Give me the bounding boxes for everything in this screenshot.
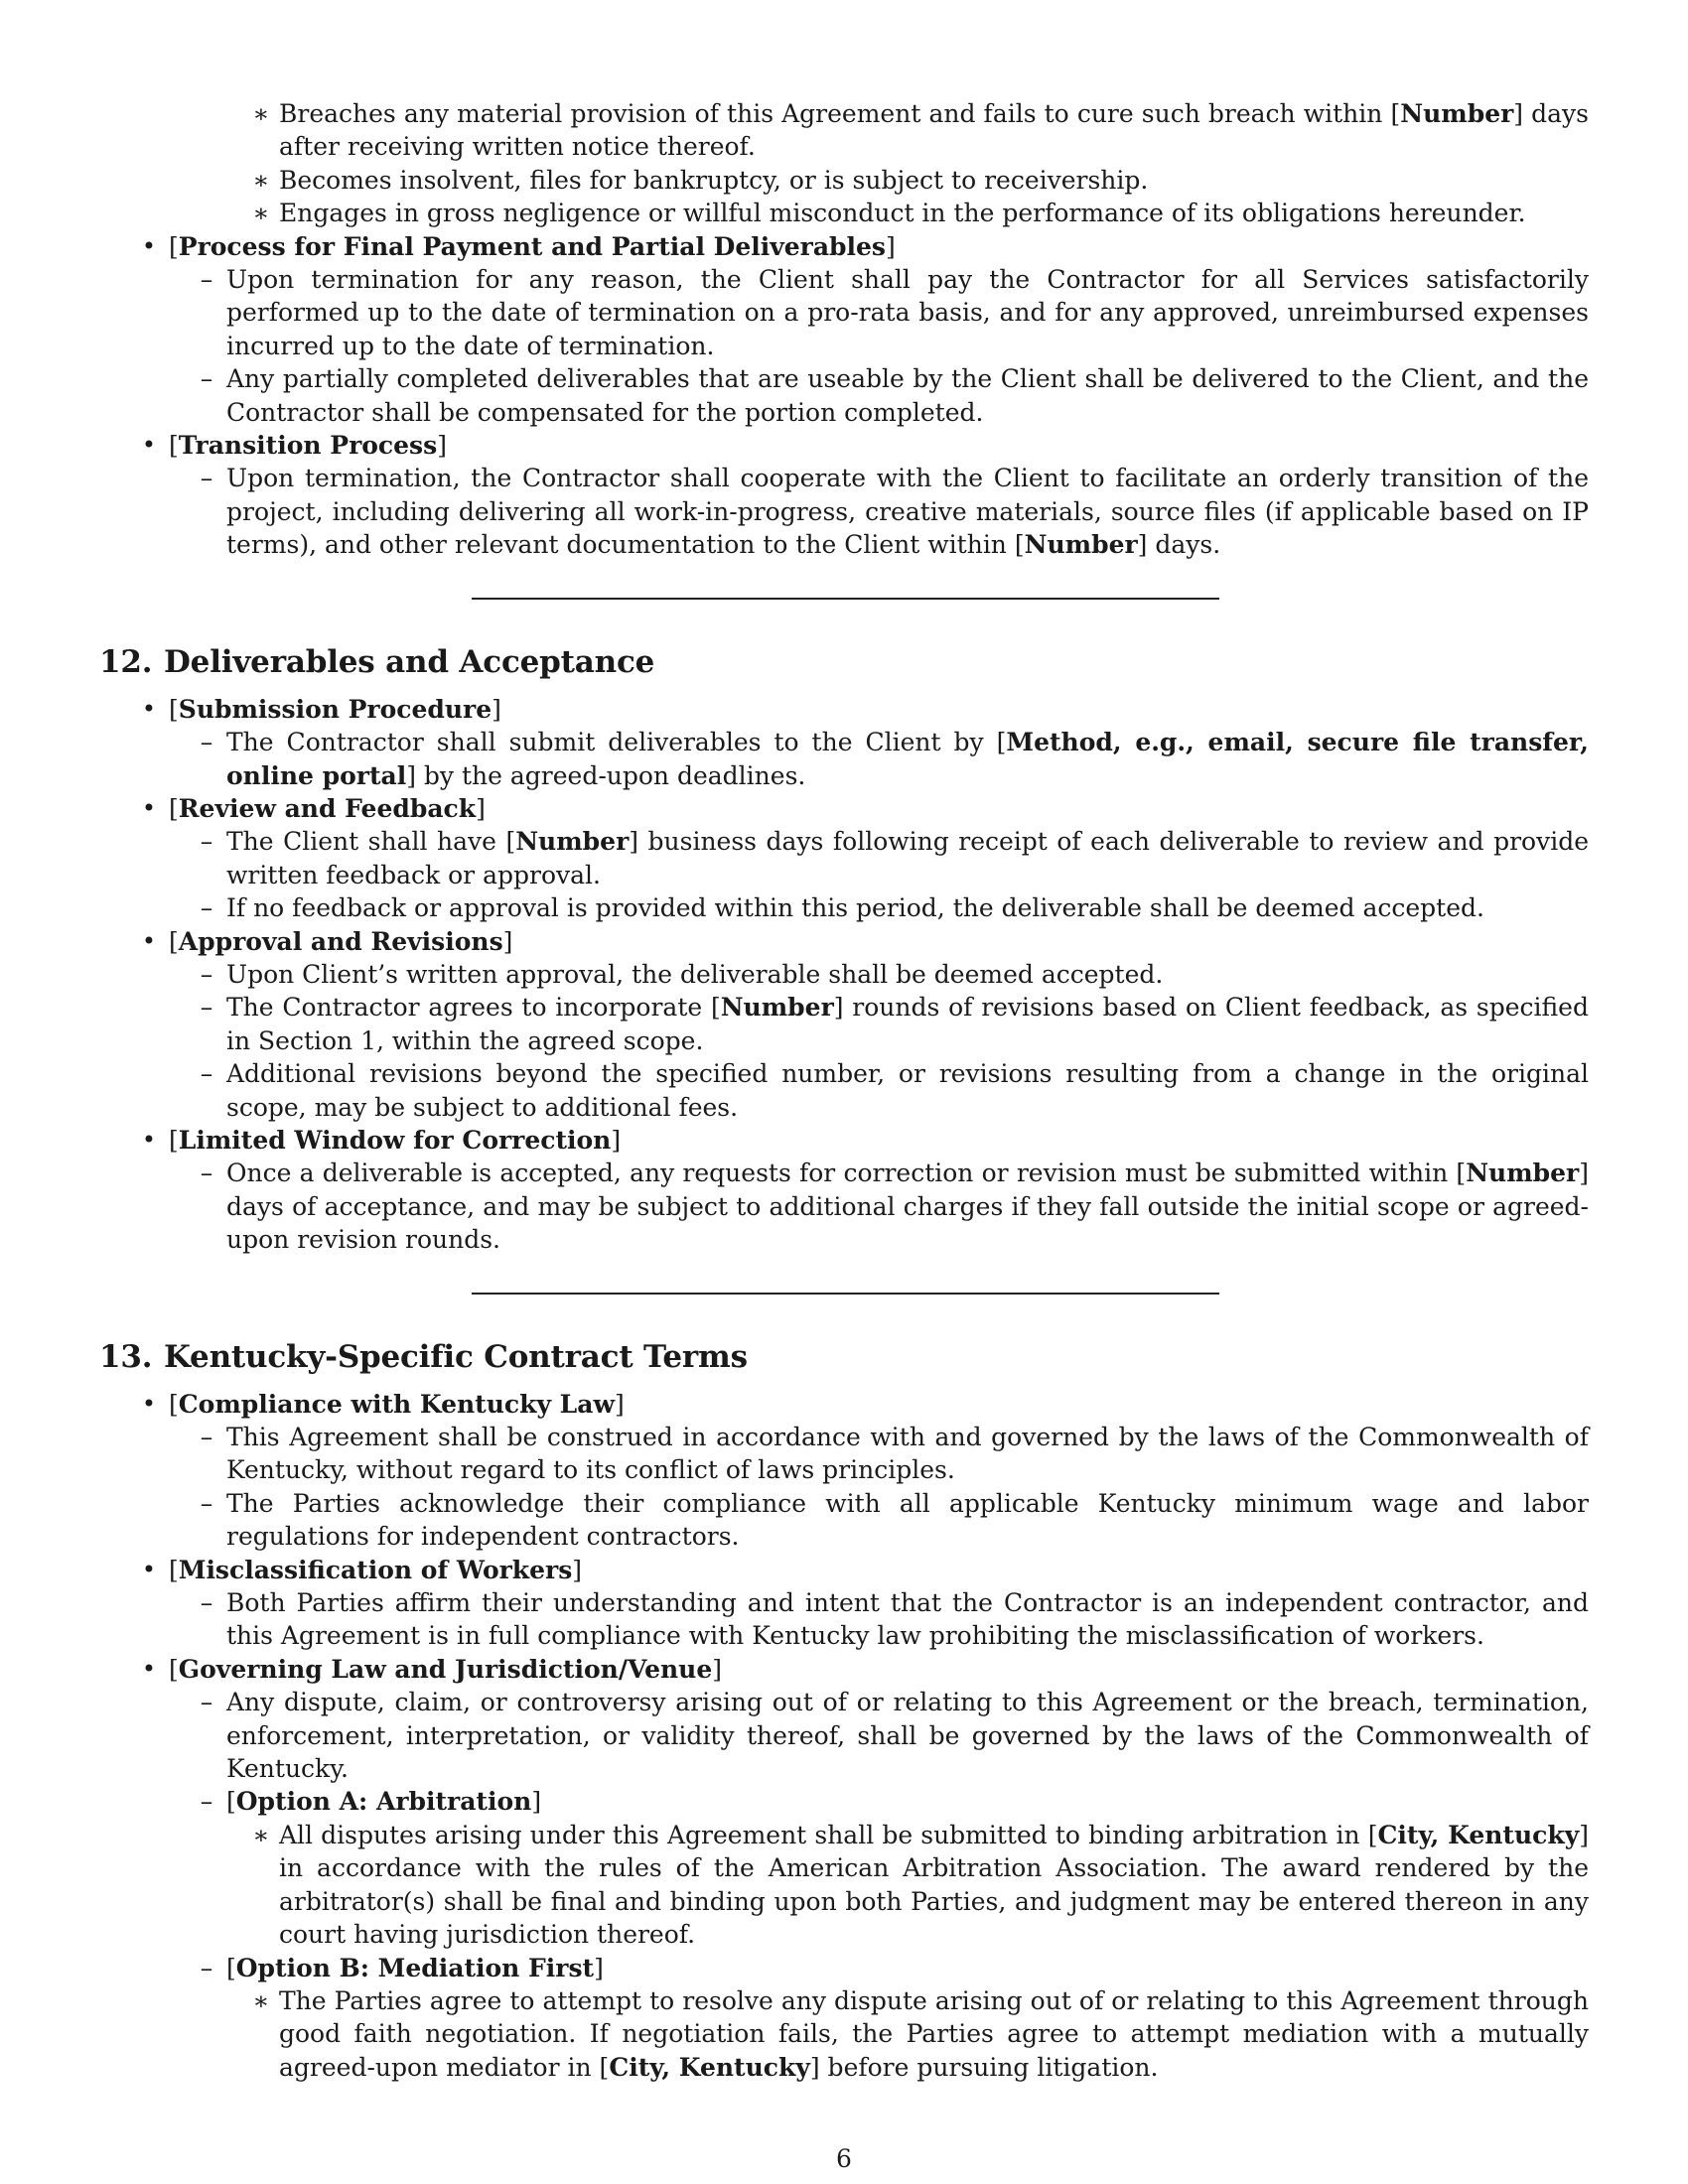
clause-heading-compliance: • [Compliance with Kentucky Law] — [169, 1388, 1589, 1421]
list-item: – The Contractor shall submit deliverables to the Client by [Method, e.g., email, secure file transfer, online portal] by the agreed-upon deadlines. — [226, 726, 1589, 792]
star-bullet-icon: ∗ — [252, 1985, 270, 2015]
clause-heading-governing-law: • [Governing Law and Jurisdiction/Venue] — [169, 1653, 1589, 1686]
dash-icon: – — [200, 893, 213, 923]
star-bullet-icon: ∗ — [252, 199, 270, 228]
dash-icon: – — [200, 1423, 213, 1451]
star-bullet-icon: ∗ — [252, 99, 270, 128]
list-item: – The Parties acknowledge their compliance with all applicable Kentucky minimum wage and labor regulations for independent contractors. — [226, 1487, 1589, 1554]
clause-heading-review: • [Review and Feedback] — [169, 792, 1589, 825]
dash-icon: – — [200, 1953, 213, 1982]
option-b-heading: – [Option B: Mediation First] — [226, 1952, 1589, 1984]
dash-icon: – — [200, 1059, 213, 1089]
clause-heading-misclassification: • [Misclassification of Workers] — [169, 1554, 1589, 1586]
dash-icon: – — [200, 993, 213, 1023]
list-item: – Upon termination, the Contractor shall cooperate with the Client to facilitate an orderly transition of the project, including delivering all work-in-progress, creative materials, source files (if applicable based on IP terms), and other relevant documentation to the Client within [Number] days. — [226, 462, 1589, 561]
bullet-icon: • — [141, 1389, 157, 1418]
bullet-icon: • — [141, 793, 157, 822]
section-divider — [472, 1293, 1219, 1295]
list-item: – Once a deliverable is accepted, any requests for correction or revision must be submitted within [Number] days of acceptance, and may be subject to additional charges if they fall outside the initial scope or agreed-upon revision rounds. — [226, 1157, 1589, 1256]
section-heading-13: 13. Kentucky-Specific Contract Terms — [99, 1338, 748, 1375]
dash-icon: – — [200, 265, 213, 295]
bullet-icon: • — [141, 1555, 157, 1583]
list-item: ∗ All disputes arising under this Agreement shall be submitted to binding arbitration in [City, Kentucky] in accordance with the rules of the American Arbitration Association. The award rendered by the arbitrator(s) shall be final and binding upon both Parties, and judgment may be entered thereon in any court having jurisdiction thereof. — [252, 1820, 1589, 1950]
bullet-icon: • — [141, 694, 157, 723]
page-number: 6 — [836, 2144, 852, 2173]
list-item: ∗ Breaches any material provision of this Agreement and fails to cure such breach within [Number] days after receiving written notice thereof. — [252, 99, 1589, 162]
clause-heading-final-payment: • [Process for Final Payment and Partial Deliverables] — [169, 230, 1589, 263]
clause-heading-transition: • [Transition Process] — [169, 429, 1589, 462]
dash-icon: – — [200, 827, 213, 857]
dash-icon: – — [200, 959, 213, 989]
option-a-heading: – [Option A: Arbitration] — [226, 1785, 1589, 1818]
list-item: ∗ The Parties agree to attempt to resolve any dispute arising out of or relating to this Agreement through good faith negotiation. If negotiation fails, the Parties agree to attempt mediation with a mutually agreed-upon mediator in [City, Kentucky] before pursuing litigation. — [252, 1985, 1589, 2082]
list-item: – Additional revisions beyond the specified number, or revisions resulting from a change in the original scope, may be subject to additional fees. — [226, 1057, 1589, 1124]
dash-icon: – — [200, 464, 213, 493]
star-bullet-icon: ∗ — [252, 165, 270, 195]
section-divider — [472, 598, 1219, 600]
star-bullet-icon: ∗ — [252, 1820, 270, 1849]
bullet-icon: • — [141, 1125, 157, 1154]
list-item: – Upon Client’s written approval, the deliverable shall be deemed accepted. — [226, 958, 1589, 991]
list-item: – Any dispute, claim, or controversy arising out of or relating to this Agreement or the breach, termination, enforcement, interpretation, or validity thereof, shall be governed by the laws of the Commonwealth of Kentucky. — [226, 1686, 1589, 1785]
bullet-icon: • — [141, 1654, 157, 1683]
bullet-icon: • — [141, 231, 157, 260]
clause-heading-submission: • [Submission Procedure] — [169, 693, 1589, 726]
list-item: – Both Parties affirm their understanding and intent that the Contractor is an independent contractor, and this Agreement is in full compliance with Kentucky law prohibiting the misclassification of workers. — [226, 1586, 1589, 1653]
dash-icon: – — [200, 1588, 213, 1618]
clause-heading-approval: • [Approval and Revisions] — [169, 925, 1589, 958]
dash-icon: – — [200, 364, 213, 394]
clause-heading-correction: • [Limited Window for Correction] — [169, 1124, 1589, 1157]
list-item: – Upon termination for any reason, the Client shall pay the Contractor for all Services satisfactorily performed up to the date of termination on a pro-rata basis, and for any approved, unreimbursed expenses incurred up to the date of termination. — [226, 263, 1589, 362]
list-item: ∗ Becomes insolvent, files for bankruptcy, or is subject to receivership. — [279, 164, 1589, 197]
bullet-icon: • — [141, 431, 157, 460]
dash-icon: – — [200, 728, 213, 757]
document-page — [99, 97, 1589, 2084]
dash-icon: – — [200, 1488, 213, 1518]
section-heading-12: 12. Deliverables and Acceptance — [99, 643, 655, 680]
dash-icon: – — [200, 1688, 213, 1717]
dash-icon: – — [200, 1159, 213, 1188]
dash-icon: – — [200, 1787, 213, 1817]
list-item: – This Agreement shall be construed in accordance with and governed by the laws of the Commonwealth of Kentucky, without regard to its conflict of laws principles. — [226, 1421, 1589, 1487]
list-item: ∗ Engages in gross negligence or willful misconduct in the performance of its obligations hereunder. — [279, 197, 1589, 229]
list-item: – The Contractor agrees to incorporate [Number] rounds of revisions based on Client feedback, as specified in Section 1, within the agreed scope. — [226, 991, 1589, 1057]
list-item: – If no feedback or approval is provided within this period, the deliverable shall be deemed accepted. — [226, 891, 1589, 924]
list-item: – Any partially completed deliverables that are useable by the Client shall be delivered to the Client, and the Contractor shall be compensated for the portion completed. — [226, 362, 1589, 429]
list-item: – The Client shall have [Number] business days following receipt of each deliverable to review and provide written feedback or approval. — [226, 825, 1589, 891]
bullet-icon: • — [141, 926, 157, 955]
